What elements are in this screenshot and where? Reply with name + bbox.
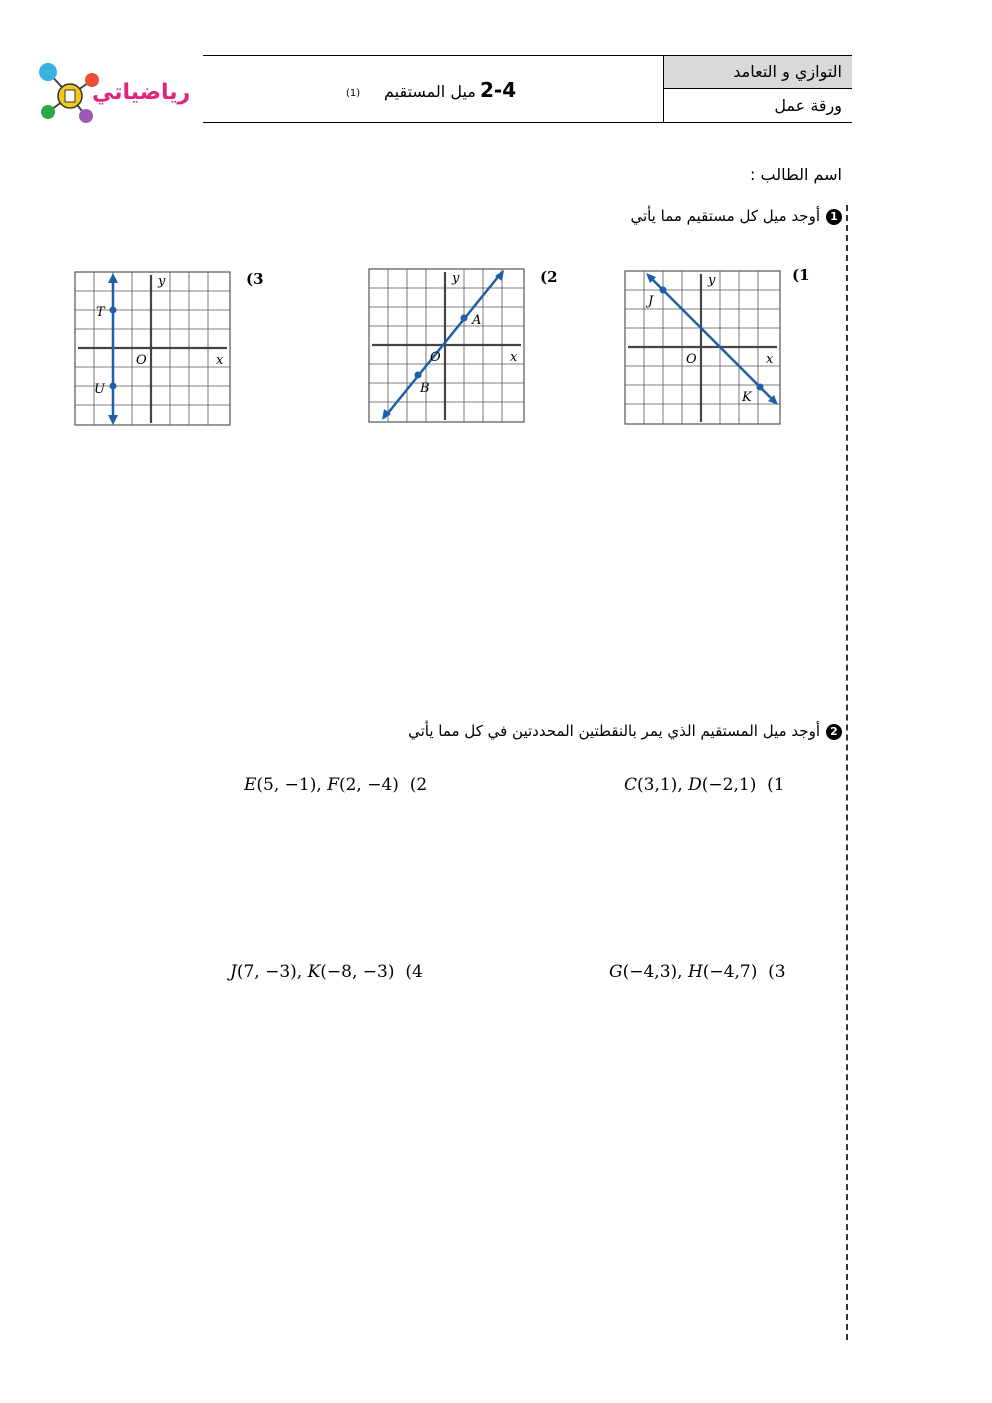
worksheet-type: ورقة عمل — [774, 96, 842, 115]
graph-1-label-j: J — [648, 294, 654, 309]
graph-2-label-a: A — [472, 313, 482, 328]
question-2-heading — [408, 722, 842, 740]
graph-1-axis-x: x — [766, 352, 774, 367]
logo-text: رياضياتي — [92, 80, 191, 105]
graph-1-origin: O — [686, 352, 697, 367]
lesson-part: (1) — [346, 88, 361, 99]
graph-2-origin: O — [430, 350, 441, 365]
graph-3-axis-x: x — [216, 353, 224, 368]
question-1-bullet: 1 — [826, 209, 842, 225]
logo — [30, 58, 191, 128]
graph-3-label-u: U — [94, 382, 105, 397]
question-2-bullet: 2 — [826, 724, 842, 740]
graph-3 — [74, 271, 232, 427]
lesson-title — [340, 78, 530, 108]
q2-item-4: J(7, −3), K(−8, −3) (4 — [230, 962, 423, 982]
graph-1-line — [648, 275, 776, 403]
unit-title: التوازي و التعامد — [733, 62, 842, 81]
graph-2-axis-x: x — [510, 350, 518, 365]
graph-2-label-b: B — [420, 381, 430, 396]
q2-item-1: C(3,1), D(−2,1) (1 — [624, 775, 785, 795]
graph-2 — [368, 268, 526, 424]
q2-item-2: E(5, −1), F(2, −4) (2 — [244, 775, 428, 795]
graph-1-point-k — [757, 384, 764, 391]
graph-3-label-t: T — [96, 305, 105, 320]
logo-node-icon — [79, 109, 93, 123]
header-middle-border — [663, 88, 852, 89]
q2-item-3: G(−4,3), H(−4,7) (3 — [609, 962, 786, 982]
graph-3-label: (3 — [246, 270, 264, 288]
student-name-label: اسم الطالب : — [750, 165, 842, 184]
graph-3-point-t — [110, 307, 117, 314]
graph-3-axis-y: y — [158, 274, 166, 289]
header-bottom-border — [203, 122, 852, 123]
question-1-text: أوجد ميل كل مستقيم مما يأتي — [630, 207, 820, 225]
graph-1-axis-y: y — [708, 273, 716, 288]
graph-2-axis-y: y — [452, 271, 460, 286]
graph-1 — [624, 270, 782, 426]
graph-3-origin: O — [136, 353, 147, 368]
graph-3-point-u — [110, 383, 117, 390]
logo-node-icon — [41, 105, 55, 119]
graph-1-label: (1 — [792, 266, 810, 284]
question-1-heading — [630, 207, 842, 225]
logo-node-icon — [39, 63, 57, 81]
lesson-number: 2-4 — [480, 78, 517, 102]
graph-1-point-j — [660, 287, 667, 294]
lesson-name: ميل المستقيم — [384, 82, 476, 101]
graph-2-label: (2 — [540, 268, 558, 286]
graph-2-point-a — [461, 315, 468, 322]
header-top-border — [203, 55, 852, 56]
header-divider — [663, 55, 664, 123]
graph-1-label-k: K — [742, 390, 752, 405]
question-2-text: أوجد ميل المستقيم الذي يمر بالنقطتين المحددتين في كل مما يأتي — [408, 722, 820, 740]
graph-2-point-b — [415, 372, 422, 379]
margin-dashed-line — [846, 205, 848, 1340]
